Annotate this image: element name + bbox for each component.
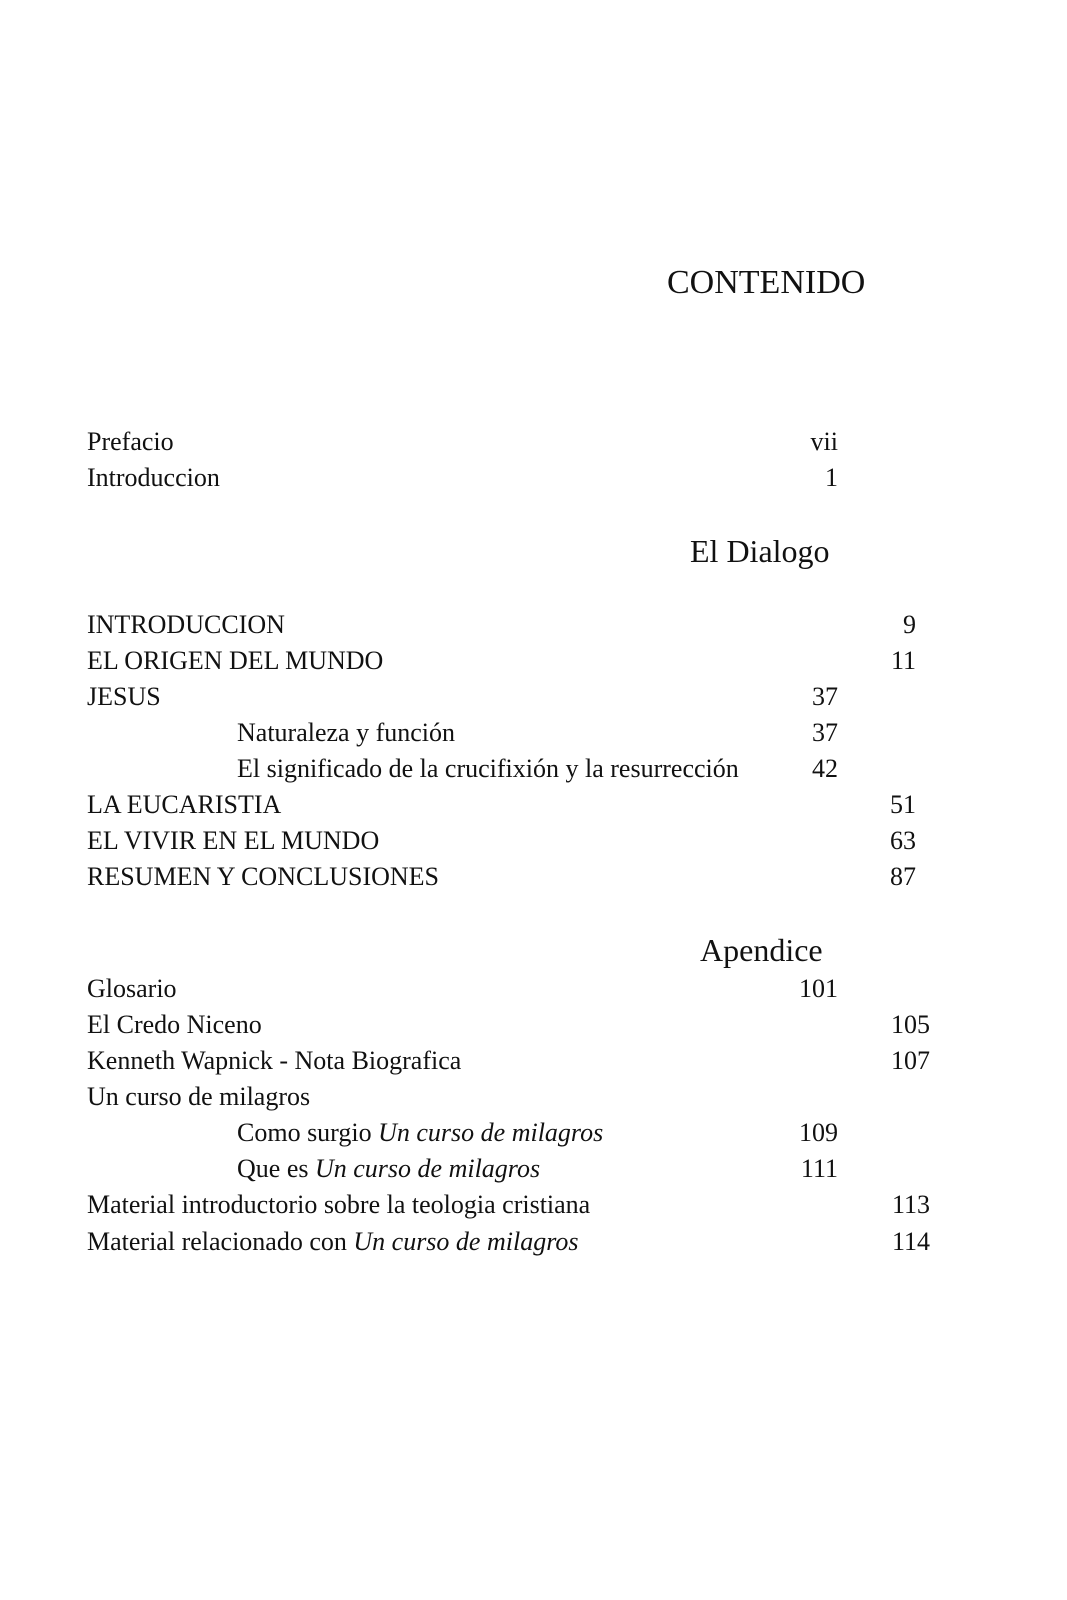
- toc-entry-label: EL ORIGEN DEL MUNDO: [87, 646, 384, 675]
- toc-entry-label: Prefacio: [87, 427, 174, 456]
- toc-entry-page: 37: [812, 682, 838, 711]
- toc-entry-label: [237, 1151, 540, 1187]
- toc-entry-page: 101: [799, 974, 838, 1003]
- book-title: Un curso de milagros: [378, 1118, 604, 1147]
- toc-entry-label: Glosario: [87, 974, 177, 1003]
- toc-entry-label: [237, 1115, 603, 1151]
- toc-entry-page: 37: [812, 718, 838, 747]
- toc-entry-page: 1: [825, 463, 838, 492]
- toc-entry-label: EL VIVIR EN EL MUNDO: [87, 826, 380, 855]
- toc-entry-label: JESUS: [87, 682, 161, 711]
- toc-entry-label-prefix: Material relacionado con: [87, 1227, 347, 1256]
- toc-entry-label: Un curso de milagros: [87, 1082, 311, 1111]
- toc-entry-page: 87: [890, 862, 916, 891]
- toc-entry-label: Kenneth Wapnick - Nota Biografica: [87, 1046, 462, 1075]
- section-heading-dialogo: El Dialogo: [690, 533, 830, 569]
- section-heading-apendice: Apendice: [700, 932, 823, 968]
- toc-entry-page: 111: [800, 1154, 838, 1183]
- toc-entry-page: 105: [891, 1010, 930, 1039]
- toc-entry-label-prefix: Que es: [237, 1154, 309, 1183]
- toc-entry-label: Introduccion: [87, 463, 220, 492]
- toc-entry-page: 42: [812, 754, 838, 783]
- toc-entry-label: LA EUCARISTIA: [87, 790, 282, 819]
- toc-entry-label: [87, 1224, 578, 1260]
- toc-entry-page: 11: [890, 646, 916, 675]
- toc-entry-label: RESUMEN Y CONCLUSIONES: [87, 862, 439, 891]
- toc-entry-label-prefix: Como surgio: [237, 1118, 372, 1147]
- page-title: CONTENIDO: [667, 264, 866, 301]
- toc-entry-page: 113: [891, 1190, 930, 1219]
- toc-entry-label: INTRODUCCION: [87, 610, 285, 639]
- book-title: Un curso de milagros: [353, 1227, 579, 1256]
- toc-entry-page: 51: [890, 790, 916, 819]
- toc-entry-label: El Credo Niceno: [87, 1010, 262, 1039]
- toc-entry-page: 63: [890, 826, 916, 855]
- book-title: Un curso de milagros: [314, 1154, 541, 1183]
- toc-entry-page: 114: [891, 1227, 930, 1256]
- toc-entry-label: Naturaleza y función: [237, 718, 456, 747]
- toc-entry-page: 109: [799, 1118, 838, 1147]
- toc-entry-label: Material introductorio sobre la teologia cristiana: [87, 1190, 591, 1219]
- toc-entry-page: vii: [810, 427, 838, 456]
- toc-entry-page: 107: [891, 1046, 930, 1075]
- toc-entry-label: El significado de la crucifixión y la resurrección: [237, 754, 739, 783]
- toc-entry-page: 9: [903, 610, 916, 639]
